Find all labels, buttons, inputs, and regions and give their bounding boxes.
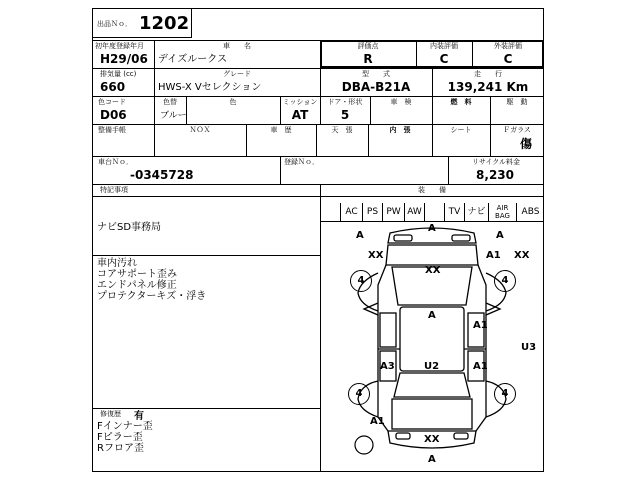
fuel-label: 燃 料 [450, 98, 472, 106]
note-line-5: プロテクターキズ・浮き [97, 291, 207, 302]
mark-tailgate: XX [424, 434, 440, 445]
color-label: 色 [229, 98, 237, 106]
chassis-number: -0345728 [130, 168, 194, 182]
equip-airbag: AIR BAG [488, 203, 516, 221]
mileage-label: 走 行 [474, 70, 502, 78]
equipment-label: 装 備 [418, 186, 446, 194]
manual-label: 整備手帳 [98, 126, 126, 134]
glass-label: Ｆガラス [503, 126, 531, 134]
notes-label: 特記事項 [100, 186, 128, 194]
score-value: R [363, 52, 373, 66]
grade: HWS-X Vセレクション [158, 82, 262, 93]
chassis-label: 車台Ｎｏ． [98, 158, 133, 166]
model-code: DBA-B21A [341, 80, 411, 94]
tire-rear-left: 4 [348, 383, 370, 405]
grade-label: グレード [223, 70, 251, 78]
tire-rear-right: 4 [494, 383, 516, 405]
car-name: デイズルークス [158, 54, 228, 65]
exterior-grade: C [503, 52, 513, 66]
interior-label: 内装評価 [430, 42, 458, 50]
equip-navi: ナビ [464, 203, 488, 221]
exterior-label: 外装評価 [494, 42, 522, 50]
tire-front-right: 4 [494, 270, 516, 292]
doors-label: ドア・形状 [327, 98, 363, 106]
mark-left-fender: XX [368, 250, 384, 261]
mark-rear-bumper: A [428, 454, 436, 465]
mark-right-fender: A1 [486, 250, 501, 261]
interior-tension-label: 内 張 [389, 126, 411, 134]
first-registration: H29/06 [100, 52, 148, 66]
repair-history-label: 修復歴 [100, 410, 121, 418]
mark-right-outer: XX [514, 250, 530, 261]
score-label: 評価点 [357, 42, 379, 50]
equip-abs: ABS [516, 203, 544, 221]
glass-condition: 傷 [520, 137, 533, 151]
lot-number: 1202 [139, 13, 190, 34]
equip-ac: AC [340, 203, 362, 221]
color: ブルー [160, 111, 187, 121]
lot-box [92, 8, 192, 38]
color-code-label: 色コード [98, 98, 126, 106]
equip-pw: PW [382, 203, 404, 221]
mark-rear-glass: U2 [424, 361, 440, 372]
mark-front-left: A [356, 230, 364, 241]
displacement: 660 [100, 80, 126, 94]
repair-line-3: Rフロア歪 [97, 443, 144, 454]
mission-label: ミッション [282, 98, 318, 106]
tire-front-left: 4 [350, 270, 372, 292]
mark-rear-left: A1 [370, 416, 385, 427]
color-no-label: 色替 [163, 98, 177, 106]
note-line-4: エンドパネル修正 [97, 280, 177, 291]
registration-label: 登録Ｎｏ． [284, 158, 319, 166]
recycle-fee: 8,230 [476, 168, 514, 182]
note-line-1: ナビSD事務局 [97, 222, 162, 233]
equip-blank [424, 203, 444, 221]
mark-front-bumper: A [428, 223, 436, 234]
repair-line-1: Fインナー歪 [97, 421, 153, 432]
car-name-label: 車 名 [223, 42, 251, 50]
doors: 5 [340, 108, 350, 122]
equip-aw: AW [404, 203, 424, 221]
displacement-label: 排気量 (cc) [100, 70, 137, 78]
year-label: 初年度登録年月 [95, 42, 144, 50]
seat-label: シート [450, 126, 472, 134]
repair-history-value: 有 [134, 411, 144, 422]
mark-roof: A [428, 310, 436, 321]
equip-tv: TV [444, 203, 464, 221]
mark-right-side: U3 [521, 342, 537, 353]
inspection-label: 車 検 [390, 98, 412, 106]
color-code: D06 [100, 108, 127, 122]
lot-label: 出品Ｎｏ． [97, 20, 132, 28]
drive-label: 駆 動 [506, 98, 528, 106]
note-line-3: コアサポート歪み [97, 269, 177, 280]
mark-right-rear-door: A1 [473, 361, 488, 372]
history-label: 車 歴 [270, 126, 292, 134]
mission: AT [291, 108, 309, 122]
mark-left-rear-door: A3 [380, 361, 395, 372]
mark-right-front-door: A1 [473, 320, 488, 331]
repair-line-2: Fピラー歪 [97, 432, 143, 443]
mileage: 139,241 Km [447, 80, 529, 94]
mark-hood: XX [425, 265, 441, 276]
interior-grade: C [439, 52, 449, 66]
nox-label: ＮＯＸ [189, 126, 211, 134]
equip-ps: PS [362, 203, 382, 221]
recycle-label: リサイクル料金 [471, 158, 521, 166]
model-label: 型 式 [362, 70, 390, 78]
note-line-2: 車内汚れ [97, 258, 137, 269]
roof-label: 天 張 [331, 126, 353, 134]
mark-front-right: A [496, 230, 504, 241]
